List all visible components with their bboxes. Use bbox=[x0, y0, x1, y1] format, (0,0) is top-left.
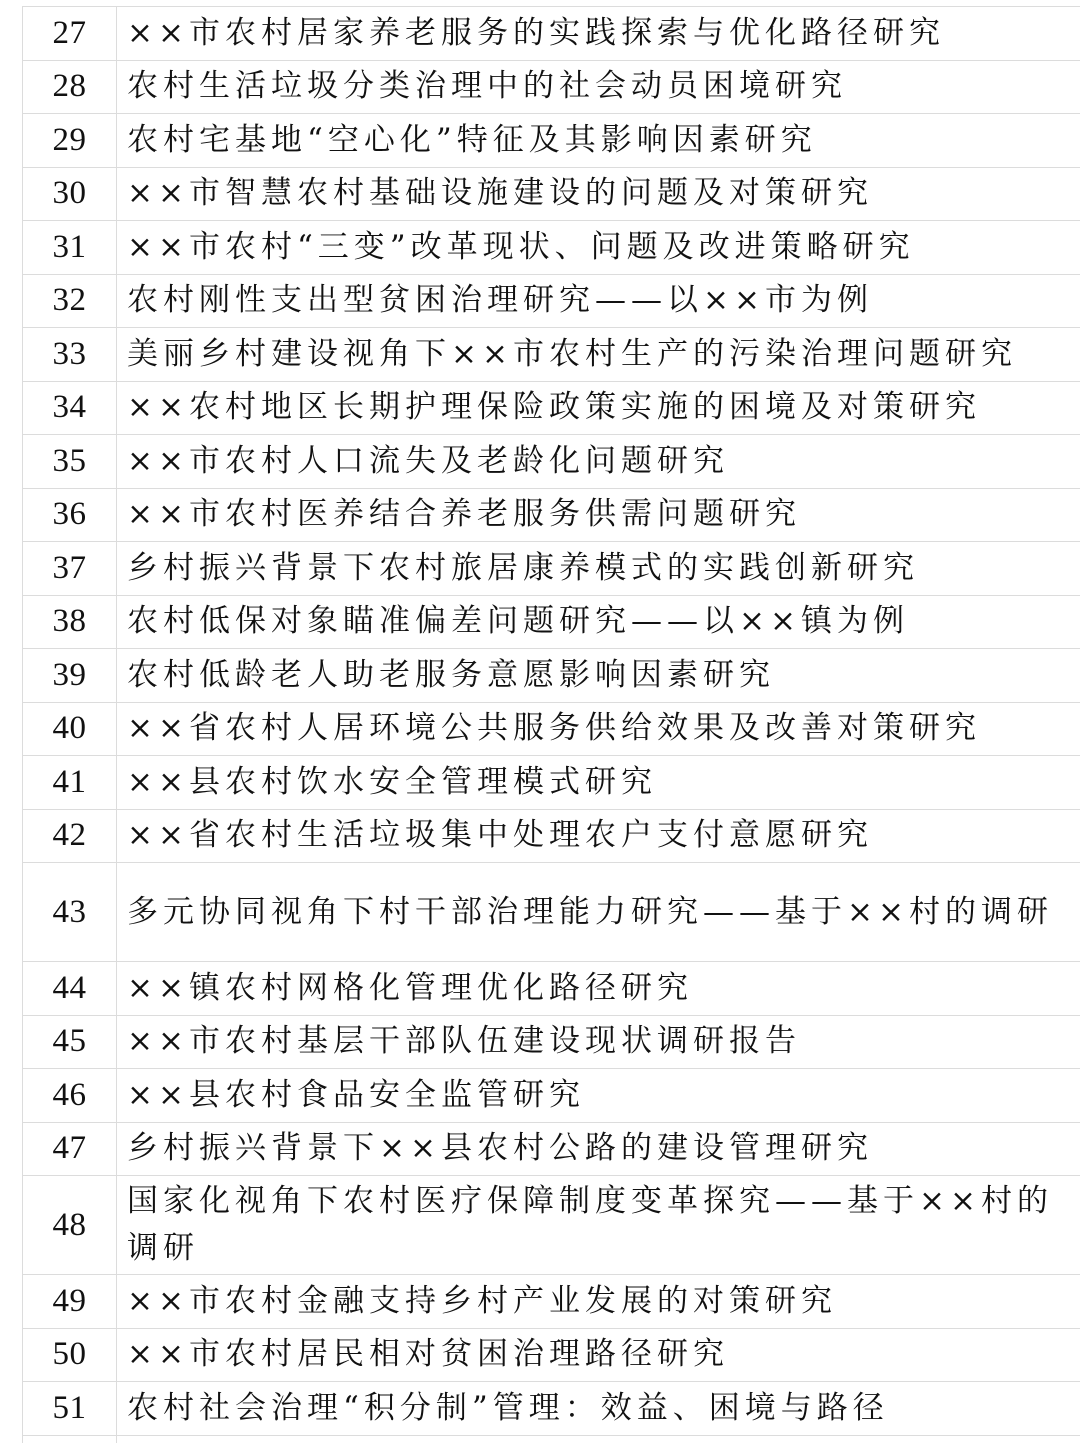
table-row bbox=[23, 1015, 1080, 1069]
topic-title: ××省农村生活垃圾集中处理农户支付意愿研究 bbox=[117, 809, 1080, 863]
topic-number: 51 bbox=[23, 1382, 117, 1436]
topic-number: 41 bbox=[23, 756, 117, 810]
table-row bbox=[23, 7, 1080, 61]
table-row bbox=[23, 1328, 1080, 1382]
topic-title: 国家化视角下农村医疗保障制度变革探究——基于××村的调研 bbox=[117, 1176, 1080, 1275]
table-row bbox=[23, 1382, 1080, 1436]
topic-number: 31 bbox=[23, 221, 117, 275]
table-row bbox=[23, 381, 1080, 435]
topic-number: 28 bbox=[23, 60, 117, 114]
table-row bbox=[23, 649, 1080, 703]
topic-title: ××县农村饮水安全管理模式研究 bbox=[117, 756, 1080, 810]
table-row bbox=[23, 167, 1080, 221]
topic-number: 38 bbox=[23, 595, 117, 649]
topic-number: 39 bbox=[23, 649, 117, 703]
table-row bbox=[23, 863, 1080, 962]
topic-title: 农村低龄老人助老服务意愿影响因素研究 bbox=[117, 649, 1080, 703]
table-row bbox=[23, 274, 1080, 328]
table-row bbox=[23, 435, 1080, 489]
topic-title: ××农村地区长期护理保险政策实施的困境及对策研究 bbox=[117, 381, 1080, 435]
topic-number: 45 bbox=[23, 1015, 117, 1069]
table-row bbox=[23, 756, 1080, 810]
topic-title: 乡村振兴背景下××县农村公路的建设管理研究 bbox=[117, 1122, 1080, 1176]
topic-title: ××省农村人居环境公共服务供给效果及改善对策研究 bbox=[117, 702, 1080, 756]
table-row bbox=[23, 962, 1080, 1016]
topic-title: ××县农村食品安全监管研究 bbox=[117, 1069, 1080, 1123]
table-row bbox=[23, 542, 1080, 596]
table-cell-empty bbox=[117, 1435, 1080, 1443]
topic-number: 33 bbox=[23, 328, 117, 382]
topic-number: 50 bbox=[23, 1328, 117, 1382]
table-row bbox=[23, 328, 1080, 382]
topic-number: 42 bbox=[23, 809, 117, 863]
topic-title: ××市农村居家养老服务的实践探索与优化路径研究 bbox=[117, 7, 1080, 61]
topic-title: ××市农村“三变”改革现状、问题及改进策略研究 bbox=[117, 221, 1080, 275]
topic-number: 40 bbox=[23, 702, 117, 756]
topic-number: 30 bbox=[23, 167, 117, 221]
topic-title: ××市智慧农村基础设施建设的问题及对策研究 bbox=[117, 167, 1080, 221]
topic-title: ××镇农村网格化管理优化路径研究 bbox=[117, 962, 1080, 1016]
topic-number: 44 bbox=[23, 962, 117, 1016]
topic-number: 47 bbox=[23, 1122, 117, 1176]
table-row-partial bbox=[23, 1435, 1080, 1443]
table-row bbox=[23, 1275, 1080, 1329]
topic-number: 43 bbox=[23, 863, 117, 962]
topic-title: 多元协同视角下村干部治理能力研究——基于××村的调研 bbox=[117, 863, 1080, 962]
topic-title: 美丽乡村建设视角下××市农村生产的污染治理问题研究 bbox=[117, 328, 1080, 382]
topic-number: 46 bbox=[23, 1069, 117, 1123]
table-row bbox=[23, 114, 1080, 168]
topic-title: ××市农村医养结合养老服务供需问题研究 bbox=[117, 488, 1080, 542]
topic-table bbox=[22, 6, 1080, 1443]
table-row bbox=[23, 1122, 1080, 1176]
topic-title: 农村社会治理“积分制”管理：效益、困境与路径 bbox=[117, 1382, 1080, 1436]
topic-title: ××市农村基层干部队伍建设现状调研报告 bbox=[117, 1015, 1080, 1069]
topic-title: ××市农村人口流失及老龄化问题研究 bbox=[117, 435, 1080, 489]
table-row bbox=[23, 702, 1080, 756]
topic-number: 32 bbox=[23, 274, 117, 328]
topic-number: 37 bbox=[23, 542, 117, 596]
table-row bbox=[23, 488, 1080, 542]
topic-title: 乡村振兴背景下农村旅居康养模式的实践创新研究 bbox=[117, 542, 1080, 596]
table-row bbox=[23, 1176, 1080, 1275]
table-cell-empty bbox=[23, 1435, 117, 1443]
table-row bbox=[23, 1069, 1080, 1123]
topic-title: ××市农村金融支持乡村产业发展的对策研究 bbox=[117, 1275, 1080, 1329]
topic-number: 35 bbox=[23, 435, 117, 489]
topic-number: 49 bbox=[23, 1275, 117, 1329]
table-row bbox=[23, 221, 1080, 275]
topic-title: 农村生活垃圾分类治理中的社会动员困境研究 bbox=[117, 60, 1080, 114]
topic-number: 34 bbox=[23, 381, 117, 435]
topic-number: 36 bbox=[23, 488, 117, 542]
table-row bbox=[23, 60, 1080, 114]
topic-number: 29 bbox=[23, 114, 117, 168]
topic-title: ××市农村居民相对贫困治理路径研究 bbox=[117, 1328, 1080, 1382]
topic-title: 农村刚性支出型贫困治理研究——以××市为例 bbox=[117, 274, 1080, 328]
table-row bbox=[23, 809, 1080, 863]
table-row bbox=[23, 595, 1080, 649]
topic-title: 农村低保对象瞄准偏差问题研究——以××镇为例 bbox=[117, 595, 1080, 649]
topic-title: 农村宅基地“空心化”特征及其影响因素研究 bbox=[117, 114, 1080, 168]
topic-number: 48 bbox=[23, 1176, 117, 1275]
topic-number: 27 bbox=[23, 7, 117, 61]
